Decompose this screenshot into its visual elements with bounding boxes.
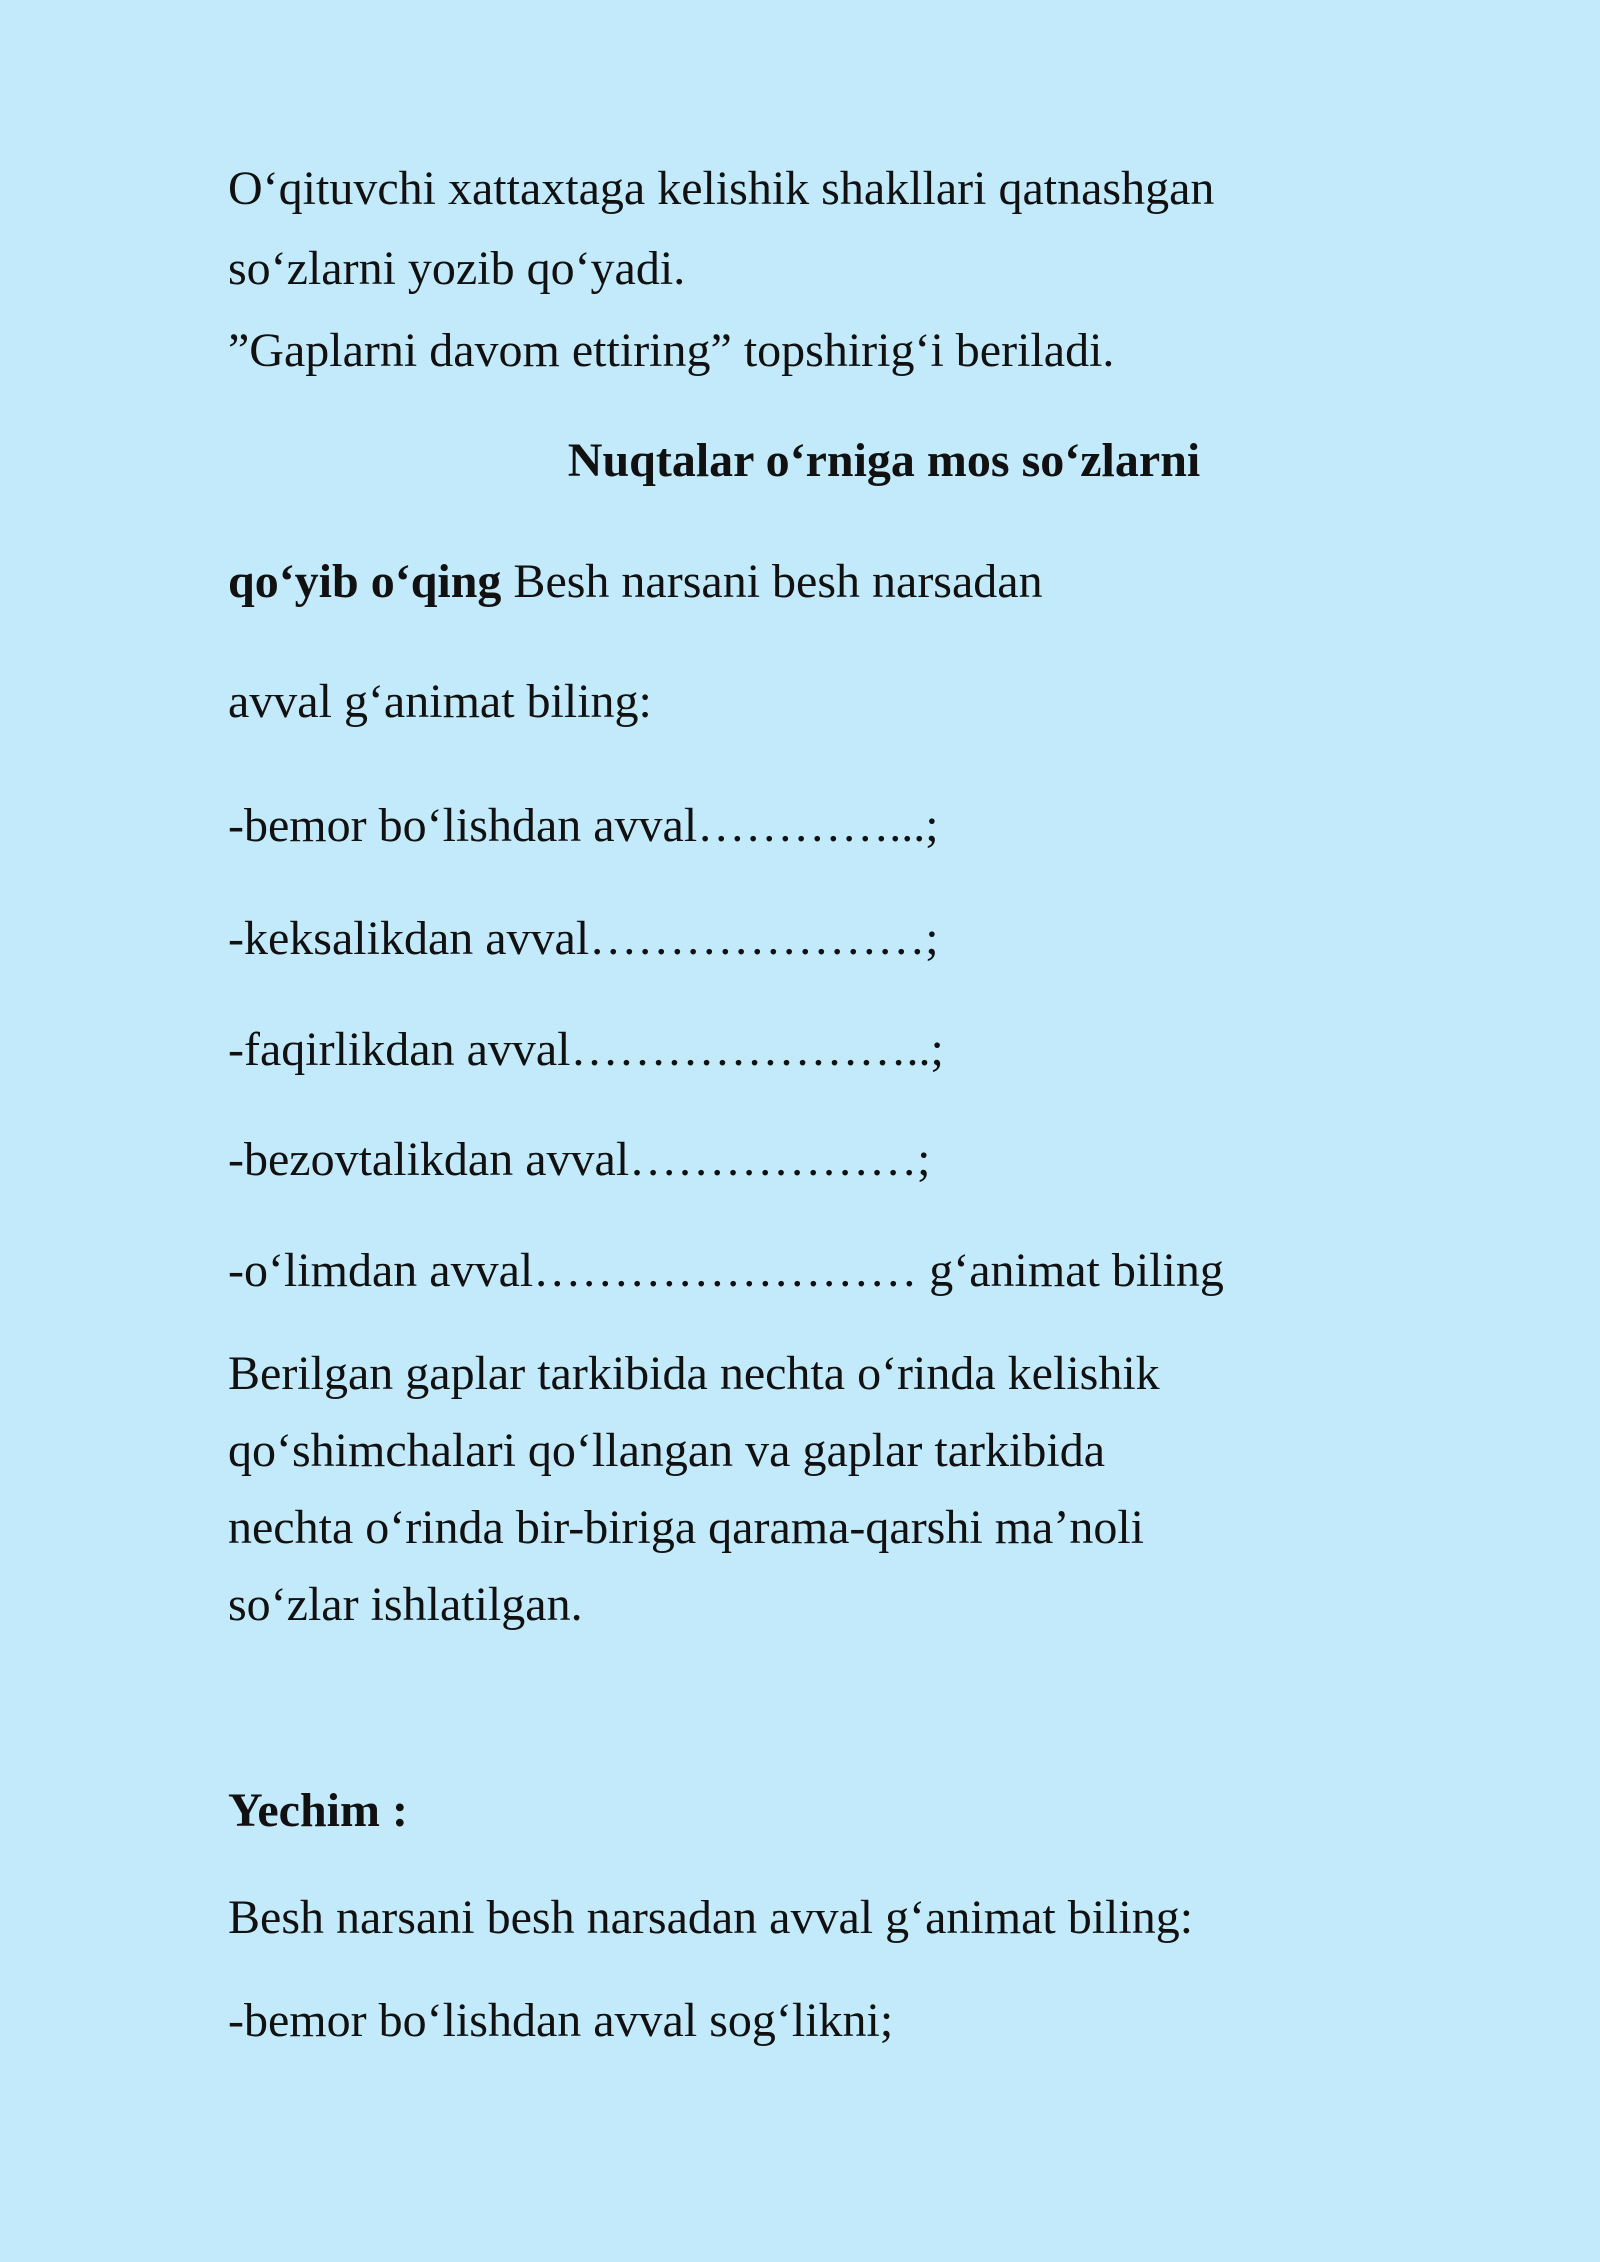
question-line-4: soʻzlar ishlatilgan. xyxy=(228,1578,583,1631)
task-item-5: -oʻlimdan avval…………………… gʻanimat biling xyxy=(228,1244,1224,1297)
question-line-1: Berilgan gaplar tarkibida nechta oʻrinda kelishik xyxy=(228,1347,1160,1400)
question-line-2: qoʻshimchalari qoʻllangan va gaplar tarkibida xyxy=(228,1424,1106,1477)
heading-line-1: Nuqtalar oʻrniga mos soʻzlarni xyxy=(567,434,1201,487)
heading-line-2 xyxy=(228,553,1043,611)
intro-line-3: ”Gaplarni davom ettiring” topshirigʻi beriladi. xyxy=(228,324,1115,377)
solution-line-2: -bemor boʻlishdan avval sogʻlikni; xyxy=(228,1994,894,2047)
task-item-3: -faqirlikdan avval…………………..; xyxy=(228,1023,944,1076)
intro-line-2: soʻzlarni yozib qoʻyadi. xyxy=(228,242,686,295)
solution-title: Yechim : xyxy=(228,1784,408,1837)
task-item-1: -bemor boʻlishdan avval…………...; xyxy=(228,799,939,852)
intro-line-1: Oʻqituvchi xattaxtaga kelishik shakllari qatnashgan xyxy=(228,162,1215,215)
heading-bold-part: qoʻyib oʻqing xyxy=(228,555,502,608)
task-lead: avval gʻanimat biling: xyxy=(228,675,652,728)
task-item-2: -keksalikdan avval…………………; xyxy=(228,912,939,965)
question-line-3: nechta oʻrinda bir-biriga qarama-qarshi maʼnoli xyxy=(228,1501,1144,1554)
heading-rest-part: Besh narsani besh narsadan xyxy=(501,555,1043,608)
solution-line-1: Besh narsani besh narsadan avval gʻanimat biling: xyxy=(228,1891,1194,1944)
task-item-4: -bezovtalikdan avval………………; xyxy=(228,1133,931,1186)
